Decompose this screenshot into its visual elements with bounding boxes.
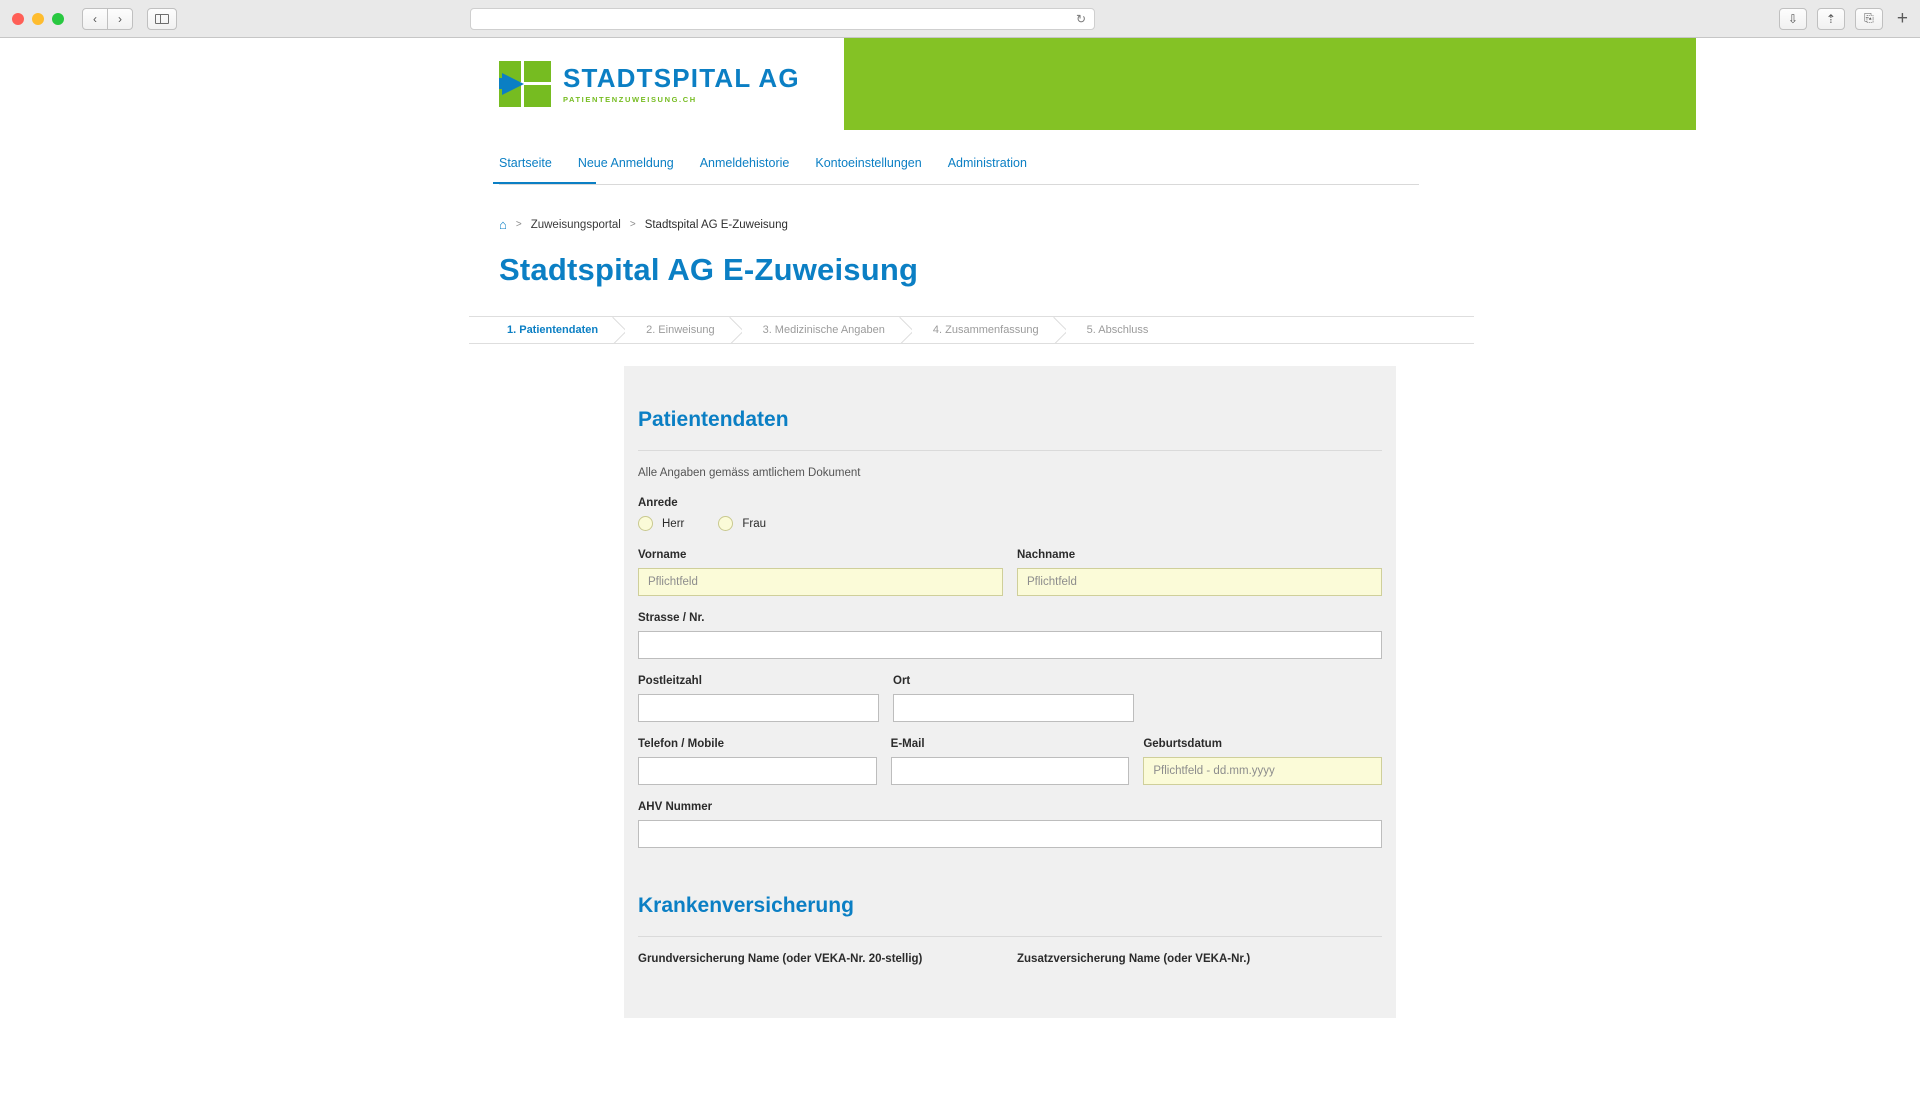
field-group-telefon: [638, 738, 877, 785]
step-4-zusammenfassung[interactable]: [911, 317, 1065, 343]
form-panel-inner: [624, 408, 1396, 972]
row-name: [638, 549, 1382, 596]
row-insurance: [638, 953, 1382, 972]
nav-item-anmeldehistorie[interactable]: Anmeldehistorie: [699, 156, 790, 170]
label-ahv-nummer: AHV Nummer: [638, 801, 713, 813]
step-chevron-icon: [898, 317, 912, 343]
row-plz-ort: [638, 675, 1382, 722]
field-group-ort: [893, 675, 1134, 722]
vorname-input[interactable]: [638, 568, 1003, 596]
nachname-input[interactable]: [1017, 568, 1382, 596]
postleitzahl-input[interactable]: [638, 694, 879, 722]
field-group-grundversicherung: [638, 953, 1003, 972]
radio-label: Herr: [662, 517, 685, 530]
row-ahv: [638, 801, 1382, 848]
label-strasse: Strasse / Nr.: [638, 612, 705, 624]
step-label: 5. Abschluss: [1086, 324, 1149, 336]
field-group-zusatzversicherung: [1017, 953, 1382, 972]
share-icon[interactable]: ⇡: [1817, 8, 1845, 30]
label-nachname: Nachname: [1017, 549, 1076, 561]
home-icon[interactable]: ⌂: [499, 217, 507, 232]
breadcrumb-separator: >: [515, 219, 522, 230]
step-5-abschluss[interactable]: [1065, 317, 1175, 343]
ahv-nummer-input[interactable]: [638, 820, 1382, 848]
download-icon[interactable]: ⇩: [1779, 8, 1807, 30]
form-stepper: [469, 316, 1474, 344]
maximize-window-button[interactable]: [52, 13, 64, 25]
breadcrumb-item-zuweisungsportal[interactable]: Zuweisungsportal: [530, 218, 621, 231]
breadcrumb: [224, 185, 1696, 232]
nav-list: [499, 156, 1696, 184]
sidebar-glyph: [155, 14, 169, 24]
section-divider: [638, 936, 1382, 937]
radio-anrede-herr[interactable]: [638, 516, 684, 531]
minimize-window-button[interactable]: [32, 13, 44, 25]
field-group-strasse: [638, 612, 1382, 659]
back-button[interactable]: ‹: [82, 8, 108, 30]
nav-item-kontoeinstellungen[interactable]: Kontoeinstellungen: [815, 156, 922, 170]
page-viewport: [0, 38, 1920, 1119]
logo-title: STADTSPITAL AG: [563, 62, 800, 93]
field-group-email: [891, 738, 1130, 785]
strasse-input[interactable]: [638, 631, 1382, 659]
label-postleitzahl: Postleitzahl: [638, 675, 702, 687]
breadcrumb-separator: >: [629, 219, 636, 230]
logo-text: [563, 62, 800, 104]
anrede-radio-group: [638, 516, 1382, 531]
browser-toolbar: [0, 0, 1920, 38]
radio-label: Frau: [742, 517, 767, 530]
label-anrede: Anrede: [638, 497, 678, 509]
address-bar[interactable]: [470, 8, 1095, 30]
navigation-buttons: [82, 8, 133, 30]
radio-circle-icon: [638, 516, 653, 531]
radio-circle-icon: [718, 516, 733, 531]
form-panel: [624, 366, 1396, 1018]
nav-item-administration[interactable]: Administration: [947, 156, 1027, 170]
label-zusatzversicherung: Zusatzversicherung Name (oder VEKA-Nr.): [1017, 953, 1251, 965]
section-title-patientendaten: Patientendaten: [638, 408, 789, 431]
label-ort: Ort: [893, 675, 911, 687]
step-label: 4. Zusammenfassung: [932, 324, 1039, 336]
logo-subtitle: PATIENTENZUWEISUNG.CH: [563, 94, 697, 104]
label-email: E-Mail: [890, 738, 925, 750]
form-hint: Alle Angaben gemäss amtlichem Dokument: [638, 467, 861, 479]
window-controls: [12, 13, 64, 25]
logo-area: [224, 38, 844, 130]
label-geburtsdatum: Geburtsdatum: [1143, 738, 1222, 750]
field-group-geburtsdatum: [1143, 738, 1382, 785]
row-contact: [638, 738, 1382, 785]
geburtsdatum-input[interactable]: [1143, 757, 1382, 785]
new-tab-button[interactable]: +: [1896, 8, 1908, 29]
step-label: 2. Einweisung: [646, 324, 715, 336]
row-strasse: [638, 612, 1382, 659]
reload-icon[interactable]: ↻: [1075, 11, 1086, 26]
step-1-patientendaten[interactable]: [469, 317, 624, 343]
step-chevron-icon: [1052, 317, 1066, 343]
section-title-krankenversicherung: Krankenversicherung: [638, 894, 854, 917]
header-green-band: [844, 38, 1696, 130]
toolbar-right-group: [1779, 8, 1908, 30]
telefon-input[interactable]: [638, 757, 877, 785]
nav-item-neue-anmeldung[interactable]: Neue Anmeldung: [577, 156, 674, 170]
page-title: Stadtspital AG E-Zuweisung: [499, 252, 919, 287]
label-vorname: Vorname: [638, 549, 687, 561]
field-group-nachname: [1017, 549, 1382, 596]
step-chevron-icon: [611, 317, 625, 343]
field-group-ahv: [638, 801, 1382, 848]
ort-input[interactable]: [893, 694, 1134, 722]
step-3-medizinische-angaben[interactable]: [741, 317, 911, 343]
step-chevron-icon: [728, 317, 742, 343]
section-divider: [638, 450, 1382, 451]
step-2-einweisung[interactable]: [624, 317, 741, 343]
radio-anrede-frau[interactable]: [718, 516, 766, 531]
web-page: [224, 38, 1696, 1119]
step-label: 1. Patientendaten: [507, 324, 599, 336]
nav-item-startseite[interactable]: Startseite: [499, 156, 552, 170]
main-navigation: [224, 130, 1696, 184]
hospital-cross-arrow-icon: [499, 61, 551, 107]
site-header: [224, 38, 1696, 130]
label-telefon: Telefon / Mobile: [638, 738, 725, 750]
label-grundversicherung: Grundversicherung Name (oder VEKA-Nr. 20-stellig): [638, 953, 923, 965]
forward-button[interactable]: ›: [107, 8, 133, 30]
site-logo[interactable]: [499, 61, 800, 107]
field-group-postleitzahl: [638, 675, 879, 722]
tab-overview-icon[interactable]: ⎘: [1855, 8, 1883, 30]
step-label: 3. Medizinische Angaben: [762, 324, 885, 336]
field-group-vorname: [638, 549, 1003, 596]
sidebar-icon[interactable]: [147, 8, 177, 30]
close-window-button[interactable]: [12, 13, 24, 25]
breadcrumb-item-current: Stadtspital AG E-Zuweisung: [644, 218, 788, 231]
email-input[interactable]: [891, 757, 1130, 785]
